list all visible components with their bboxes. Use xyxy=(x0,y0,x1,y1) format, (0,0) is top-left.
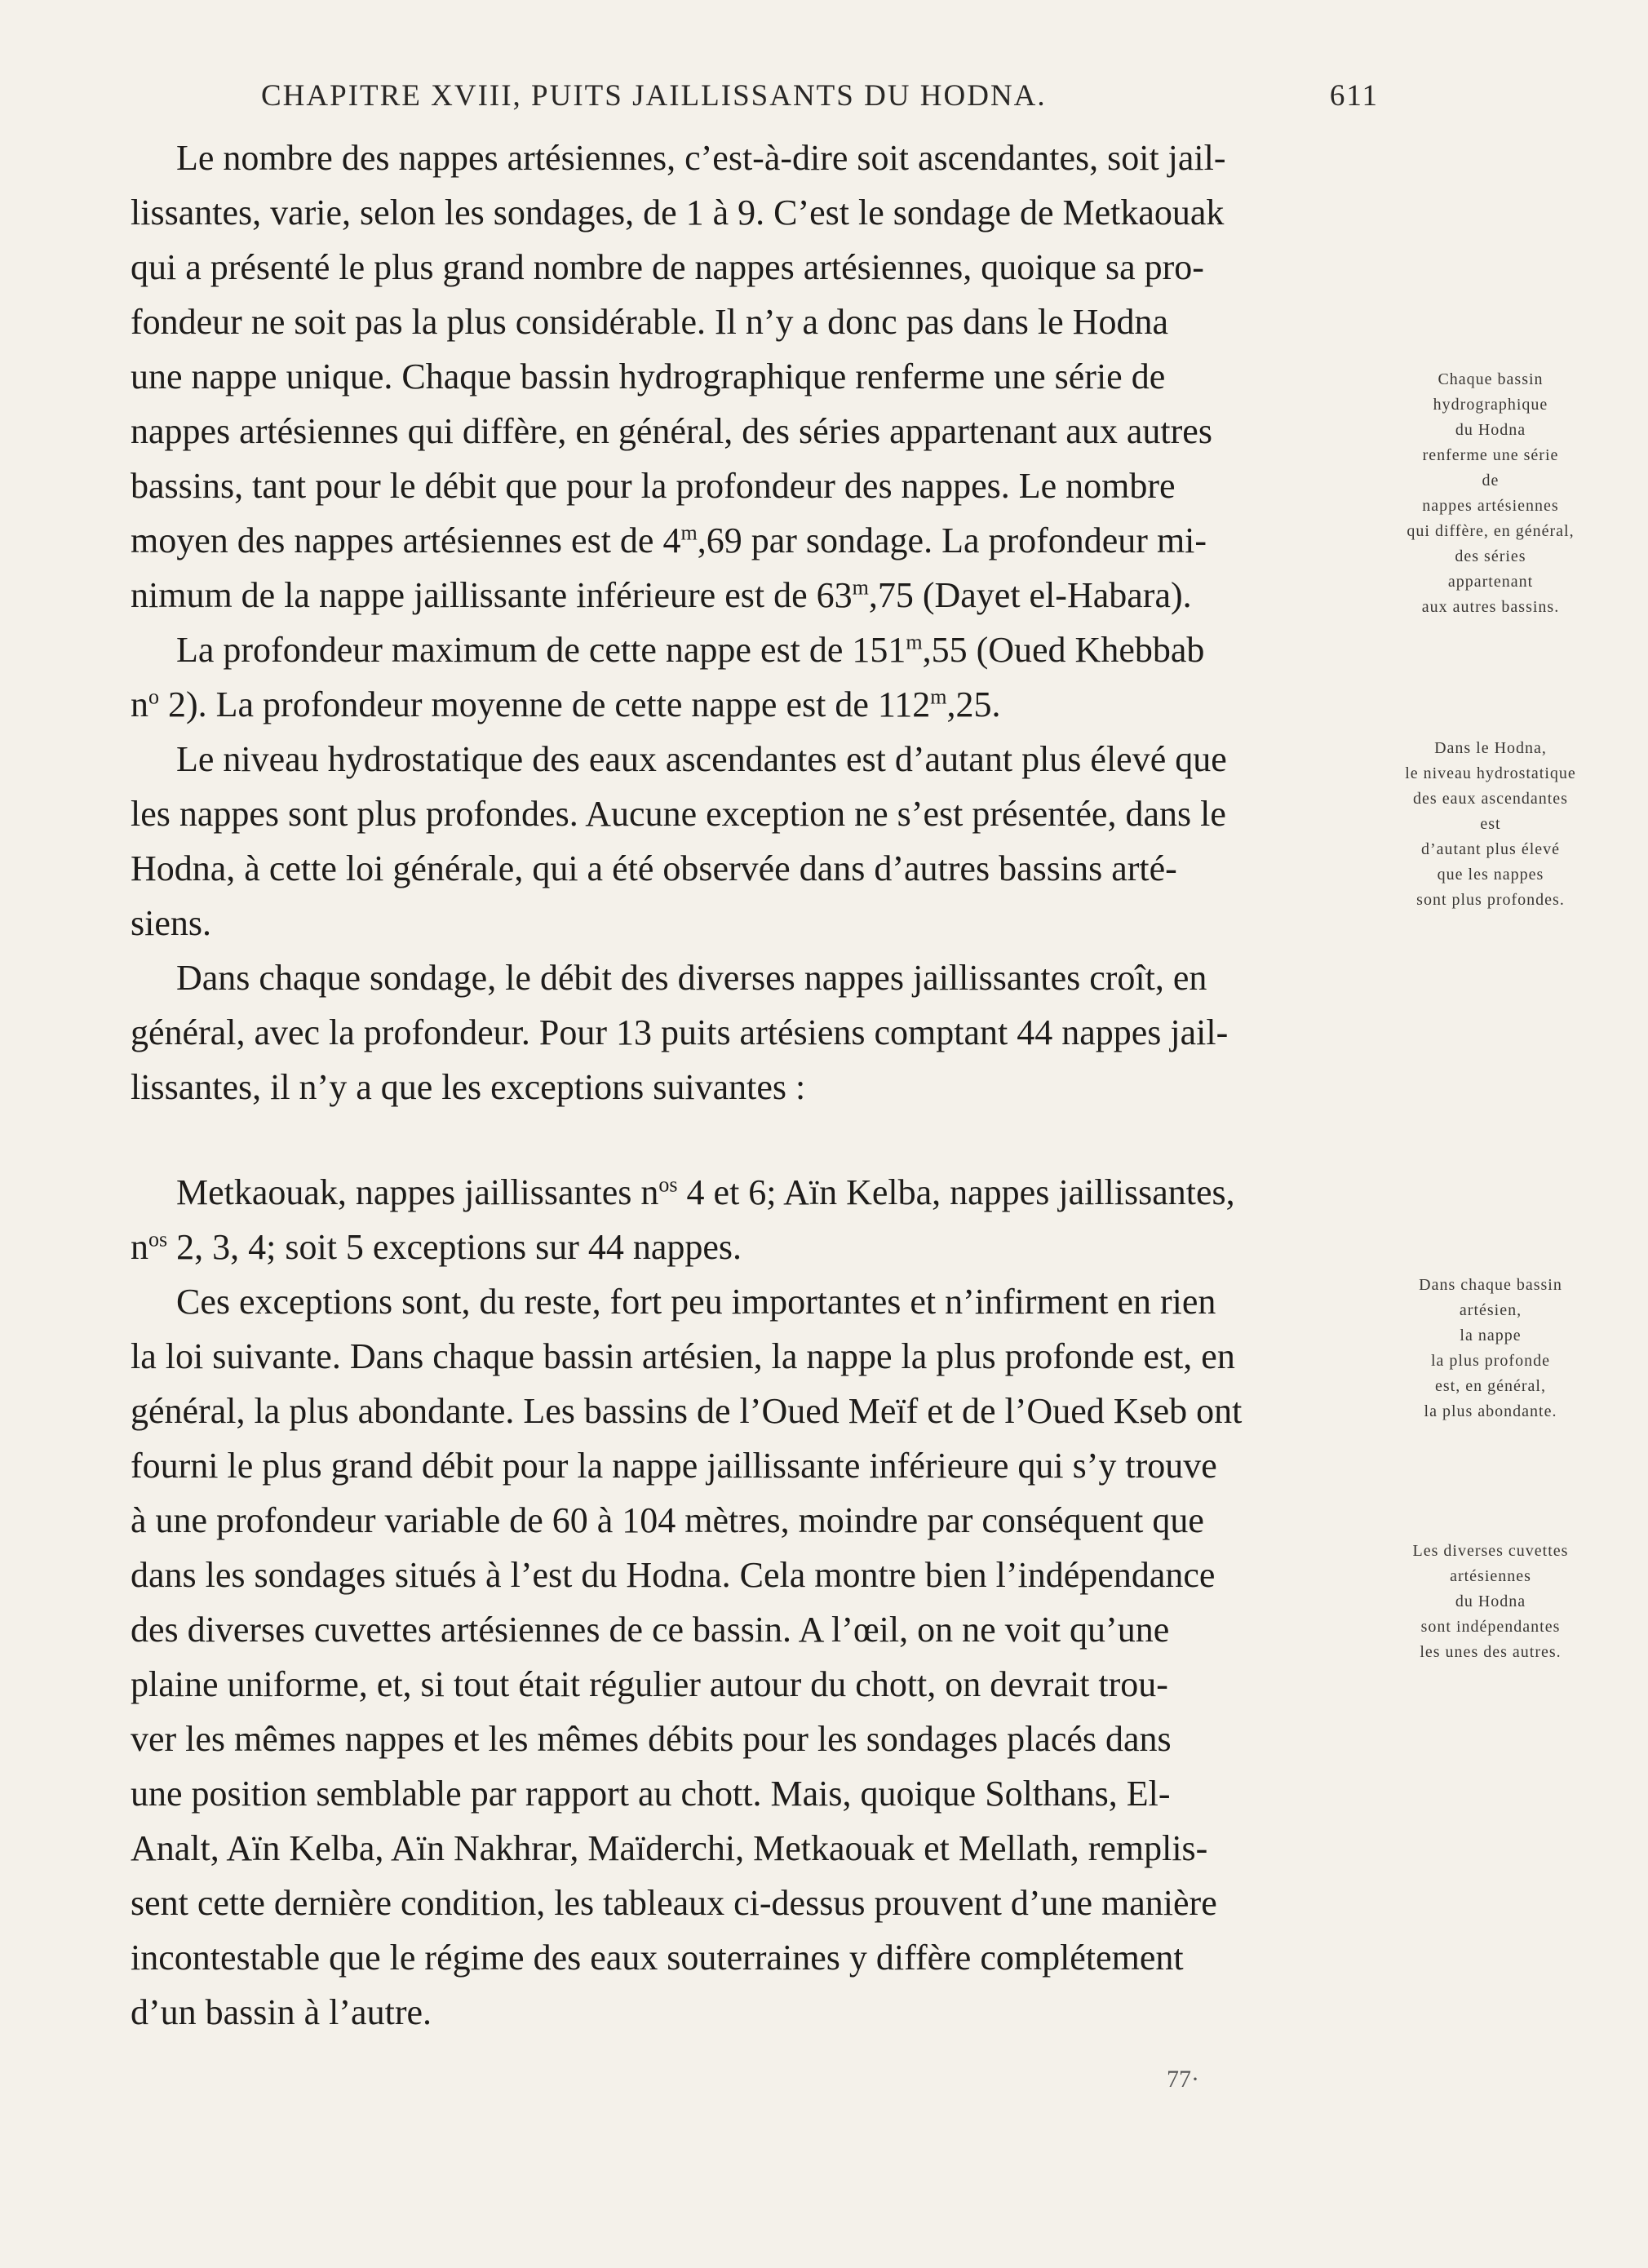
text-run: ,75 (Dayet el-Habara). xyxy=(868,575,1192,615)
margin-note xyxy=(1380,736,1601,913)
body-line: plaine uniforme, et, si tout était régulier autour du chott, on devrait trou- xyxy=(131,1664,1168,1704)
body-line: une position semblable par rapport au chott. Mais, quoique Solthans, El- xyxy=(131,1774,1171,1814)
body-line: siens. xyxy=(131,903,211,943)
body-line: d’un bassin à l’autre. xyxy=(131,1992,432,2032)
note-line: renferme une série xyxy=(1422,446,1559,464)
margin-note xyxy=(1380,1273,1601,1424)
note-line: qui diffère, en général, xyxy=(1407,522,1575,540)
note-line: que les nappes xyxy=(1437,866,1544,884)
body-line: dans les sondages situés à l’est du Hodna. Cela montre bien l’indépendance xyxy=(131,1555,1216,1595)
note-line: la plus abondante. xyxy=(1424,1402,1557,1420)
body-line: Ces exceptions sont, du reste, fort peu importantes et n’infirment en rien xyxy=(176,1282,1216,1322)
text-run: moyen des nappes artésiennes est de 4 xyxy=(131,520,681,560)
note-line: est, en général, xyxy=(1435,1377,1546,1395)
text-run: n xyxy=(131,684,148,724)
note-line: du Hodna xyxy=(1455,1592,1526,1610)
superscript: os xyxy=(658,1172,678,1197)
text-run: ,25. xyxy=(946,684,1001,724)
body-line: à une profondeur variable de 60 à 104 mètres, moindre par conséquent que xyxy=(131,1500,1204,1540)
text-run: ,69 par sondage. La profondeur mi- xyxy=(697,520,1207,560)
superscript: os xyxy=(148,1227,168,1251)
note-line: des séries xyxy=(1455,547,1526,565)
body-line: une nappe unique. Chaque bassin hydrographique renferme une série de xyxy=(131,357,1166,396)
body-line: la loi suivante. Dans chaque bassin artésien, la nappe la plus profonde est, en xyxy=(131,1336,1235,1376)
note-line: aux autres bassins. xyxy=(1421,598,1560,616)
body-line: lissantes, il n’y a que les exceptions suivantes : xyxy=(131,1067,806,1107)
text-run: ,55 (Oued Khebbab xyxy=(922,630,1205,670)
text-run: 2). La profondeur moyenne de cette nappe est de 112 xyxy=(159,684,931,724)
body-line xyxy=(131,1165,1354,1220)
text-run: La profondeur maximum de cette nappe est de 151 xyxy=(176,630,906,670)
running-head xyxy=(131,78,1379,113)
note-line: sont plus profondes. xyxy=(1416,891,1565,909)
body-line: Analt, Aïn Kelba, Aïn Nakhrar, Maïderchi, Metkaouak et Mellath, remplis- xyxy=(131,1828,1208,1868)
body-line: fourni le plus grand débit pour la nappe jaillissante inférieure qui s’y trouve xyxy=(131,1446,1217,1486)
body-text xyxy=(131,131,1354,2040)
signature-mark: 77· xyxy=(1167,2066,1199,2093)
margin-note xyxy=(1380,367,1601,620)
note-line: appartenant xyxy=(1447,573,1534,591)
body-line: incontestable que le régime des eaux souterraines y diffère complétement xyxy=(131,1938,1184,1978)
body-line: des diverses cuvettes artésiennes de ce bassin. A l’œil, on ne voit qu’une xyxy=(131,1610,1170,1650)
superscript: m xyxy=(906,630,923,654)
note-line: Chaque bassin xyxy=(1438,370,1544,388)
note-line: artésien, xyxy=(1459,1301,1522,1319)
body-line: lissantes, varie, selon les sondages, de 1 à 9. C’est le sondage de Metkaouak xyxy=(131,193,1225,233)
note-line: d’autant plus élevé xyxy=(1420,840,1561,858)
body-line xyxy=(131,622,1354,677)
body-line xyxy=(131,513,1354,568)
note-line: de xyxy=(1482,472,1500,489)
note-line: le niveau hydrostatique xyxy=(1405,764,1576,782)
note-line: sont indépendantes xyxy=(1420,1618,1561,1636)
note-line: des eaux ascendantes xyxy=(1413,790,1568,808)
body-line: nappes artésiennes qui diffère, en général, des séries appartenant aux autres xyxy=(131,411,1212,451)
note-line: du Hodna xyxy=(1455,421,1526,439)
running-title: CHAPITRE XVIII, PUITS JAILLISSANTS DU HODNA. xyxy=(261,79,1047,113)
text-run: n xyxy=(131,1227,148,1267)
note-line: Dans chaque bassin xyxy=(1419,1276,1562,1294)
margin-note xyxy=(1380,1539,1601,1665)
note-line: la plus profonde xyxy=(1431,1352,1550,1370)
note-line: la nappe xyxy=(1460,1327,1522,1344)
superscript: m xyxy=(680,520,698,545)
note-line: est xyxy=(1480,815,1501,833)
body-line: Dans chaque sondage, le débit des diverses nappes jaillissantes croît, en xyxy=(176,958,1207,998)
text-run: 4 et 6; Aïn Kelba, nappes jaillissantes, xyxy=(677,1172,1235,1212)
body-line xyxy=(131,568,1354,622)
body-line xyxy=(131,677,1354,732)
body-line: les nappes sont plus profondes. Aucune exception ne s’est présentée, dans le xyxy=(131,794,1226,834)
text-run: Metkaouak, nappes jaillissantes n xyxy=(176,1172,659,1212)
note-line: Dans le Hodna, xyxy=(1434,739,1547,757)
text-run: nimum de la nappe jaillissante inférieure est de 63 xyxy=(131,575,853,615)
body-line: bassins, tant pour le débit que pour la profondeur des nappes. Le nombre xyxy=(131,466,1176,506)
note-line: artésiennes xyxy=(1450,1567,1531,1585)
body-line: Le niveau hydrostatique des eaux ascendantes est d’autant plus élevé que xyxy=(176,739,1227,779)
paragraph-gap xyxy=(131,1114,1354,1165)
superscript: m xyxy=(852,575,869,600)
body-line: ver les mêmes nappes et les mêmes débits pour les sondages placés dans xyxy=(131,1719,1172,1759)
body-line: Hodna, à cette loi générale, qui a été observée dans d’autres bassins arté- xyxy=(131,848,1177,888)
body-line: Le nombre des nappes artésiennes, c’est-à-dire soit ascendantes, soit jail- xyxy=(176,138,1226,178)
superscript: o xyxy=(148,684,159,709)
body-line: sent cette dernière condition, les tableaux ci-dessus prouvent d’une manière xyxy=(131,1883,1217,1923)
note-line: hydrographique xyxy=(1433,396,1548,414)
body-line: qui a présenté le plus grand nombre de nappes artésiennes, quoique sa pro- xyxy=(131,247,1204,287)
superscript: m xyxy=(930,684,947,709)
note-line: Les diverses cuvettes xyxy=(1412,1542,1569,1560)
note-line: nappes artésiennes xyxy=(1422,497,1559,515)
body-line xyxy=(131,1220,1354,1274)
body-line: général, la plus abondante. Les bassins de l’Oued Meïf et de l’Oued Kseb ont xyxy=(131,1391,1243,1431)
body-line: fondeur ne soit pas la plus considérable. Il n’y a donc pas dans le Hodna xyxy=(131,302,1168,342)
note-line: les unes des autres. xyxy=(1420,1643,1562,1661)
page-number: 611 xyxy=(1329,79,1379,113)
body-line: général, avec la profondeur. Pour 13 puits artésiens comptant 44 nappes jail- xyxy=(131,1012,1229,1052)
text-run: 2, 3, 4; soit 5 exceptions sur 44 nappes. xyxy=(167,1227,742,1267)
